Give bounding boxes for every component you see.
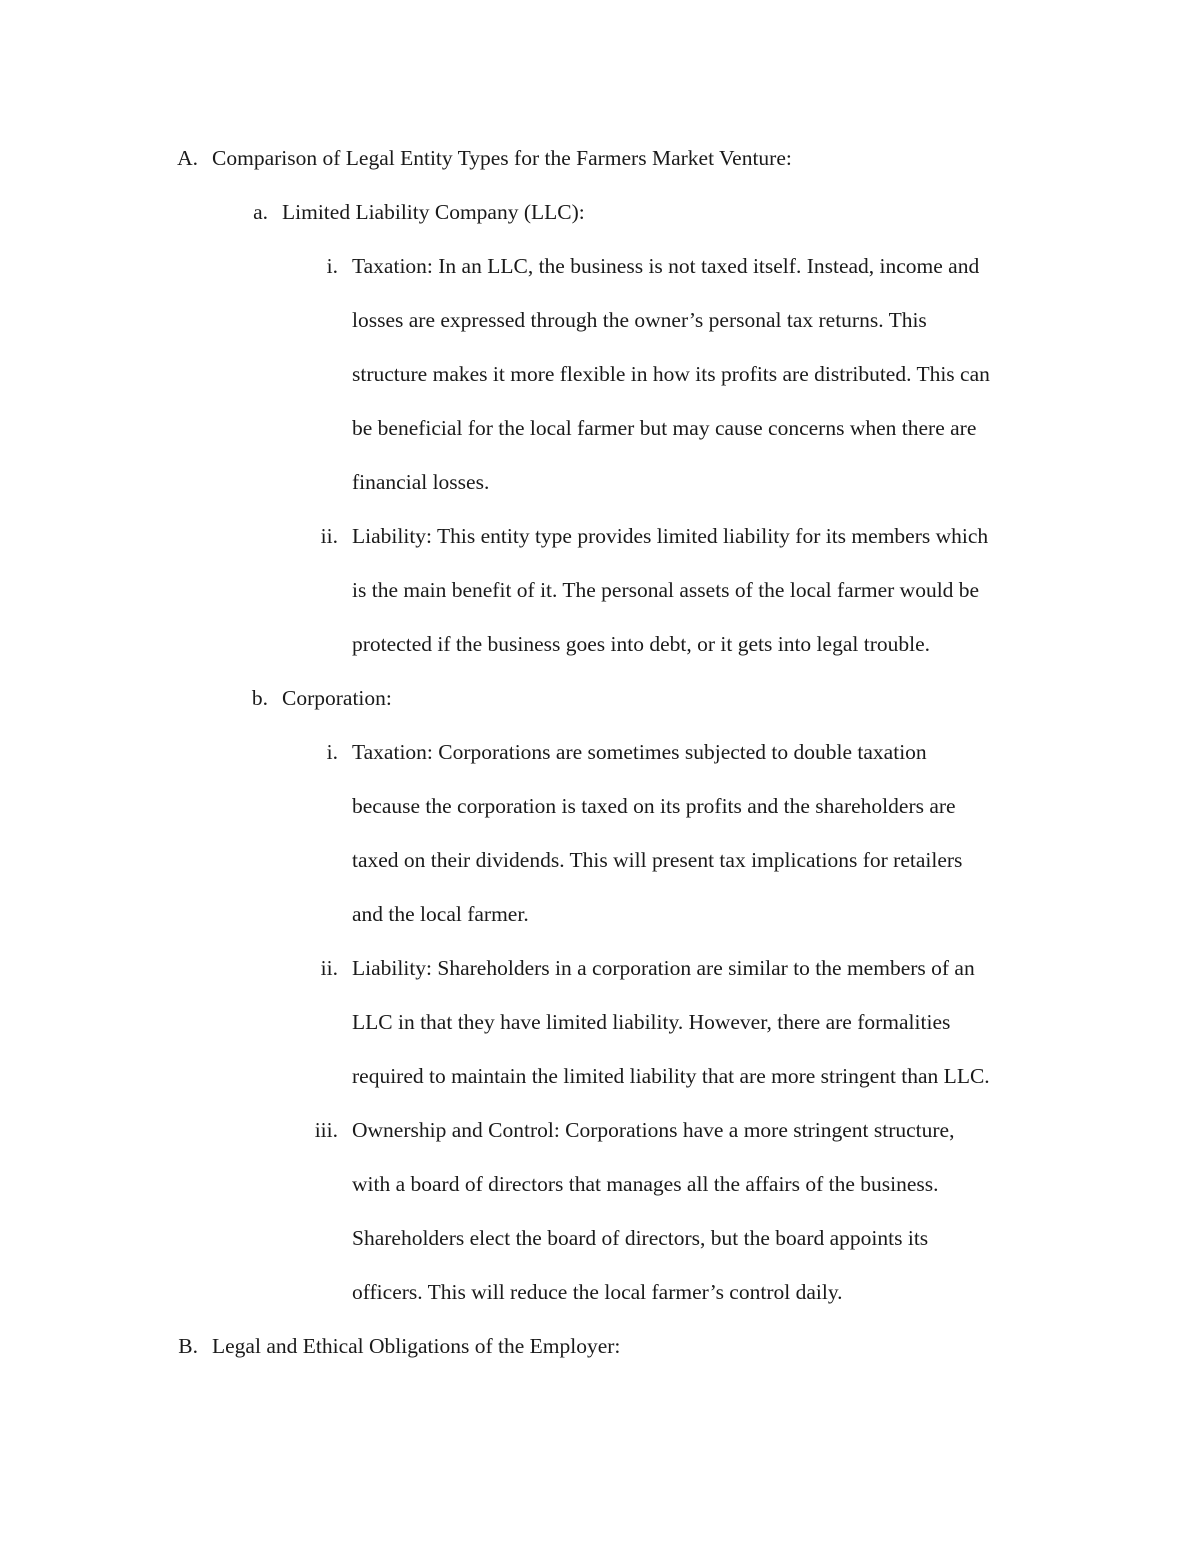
paragraph-line: Liability: Shareholders in a corporation are similar to the members of an [352, 956, 975, 980]
paragraph-line: with a board of directors that manages all the affairs of the business. [352, 1172, 939, 1196]
corporation-marker: b. [251, 686, 268, 710]
section-b-heading: Legal and Ethical Obligations of the Employer: [212, 1334, 621, 1358]
paragraph-line: structure makes it more flexible in how its profits are distributed. This can [352, 362, 990, 386]
paragraph-line: losses are expressed through the owner’s personal tax returns. This [352, 308, 927, 332]
paragraph-line: Ownership and Control: Corporations have a more stringent structure, [352, 1118, 955, 1142]
corp-taxation-marker: i. [326, 740, 338, 764]
paragraph-line: because the corporation is taxed on its profits and the shareholders are [352, 794, 956, 818]
paragraph-line: protected if the business goes into debt, or it gets into legal trouble. [352, 632, 930, 656]
paragraph-line: be beneficial for the local farmer but may cause concerns when there are [352, 416, 977, 440]
paragraph-line: financial losses. [352, 470, 490, 494]
corporation-heading: Corporation: [282, 686, 392, 710]
paragraph-line: Taxation: Corporations are sometimes subjected to double taxation [352, 740, 927, 764]
paragraph-line: Taxation: In an LLC, the business is not taxed itself. Instead, income and [352, 254, 980, 278]
paragraph-line: officers. This will reduce the local farmer’s control daily. [352, 1280, 843, 1304]
llc-taxation-marker: i. [326, 254, 338, 278]
section-a-heading: Comparison of Legal Entity Types for the Farmers Market Venture: [212, 146, 792, 170]
llc-marker: a. [253, 200, 268, 224]
paragraph-line: taxed on their dividends. This will present tax implications for retailers [352, 848, 963, 872]
corp-liability-marker: ii. [320, 956, 338, 980]
paragraph-line: and the local farmer. [352, 902, 529, 926]
section-a-marker: A. [177, 146, 198, 170]
corp-ownership-marker: iii. [314, 1118, 338, 1142]
paragraph-line: is the main benefit of it. The personal assets of the local farmer would be [352, 578, 980, 602]
llc-heading: Limited Liability Company (LLC): [282, 200, 585, 224]
paragraph-line: LLC in that they have limited liability. However, there are formalities [352, 1010, 951, 1034]
section-b-marker: B. [178, 1334, 198, 1358]
paragraph-line: required to maintain the limited liability that are more stringent than LLC. [352, 1064, 990, 1088]
llc-liability-marker: ii. [320, 524, 338, 548]
paragraph-line: Shareholders elect the board of directors, but the board appoints its [352, 1226, 929, 1250]
paragraph-line: Liability: This entity type provides limited liability for its members which [352, 524, 989, 548]
